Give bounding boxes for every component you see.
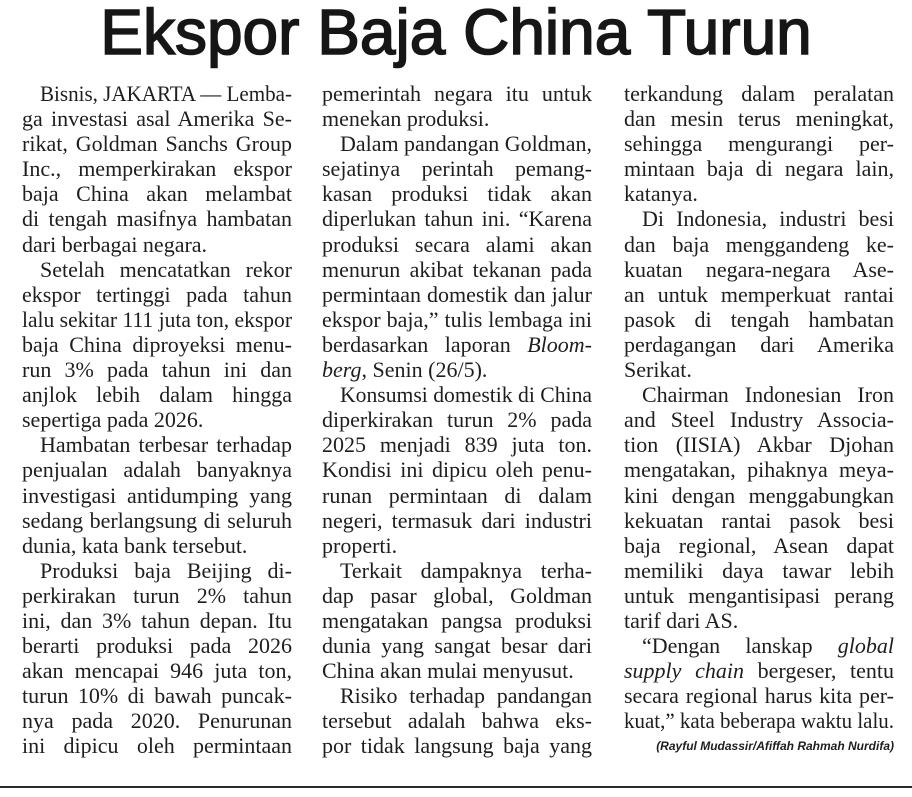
line-text: runan permintaan di dalam [322, 482, 592, 508]
line-content [624, 658, 894, 683]
line-text: akan mencapai 946 juta ton, [22, 658, 292, 684]
line-content [40, 81, 292, 106]
line-content [22, 583, 292, 608]
bottom-rule [0, 786, 912, 788]
line-text: berarti produksi pada 2026 [22, 633, 292, 659]
line-content [22, 658, 292, 683]
line-text: ekspor baja,” tulis lembaga ini [322, 306, 592, 332]
text-line [624, 708, 894, 733]
text-line [322, 206, 592, 231]
text-line [322, 483, 592, 508]
text-line [624, 232, 894, 257]
text-line [322, 407, 592, 432]
text-line [22, 683, 292, 708]
text-line [22, 407, 292, 432]
line-content [624, 533, 894, 558]
article-paragraph [624, 206, 894, 382]
line-text: Di Indonesia, industri besi [642, 206, 894, 232]
line-content [322, 206, 592, 231]
line-content [624, 608, 738, 633]
line-content [22, 206, 292, 231]
text-line [22, 131, 292, 156]
line-text: kuat,” kata beberapa waktu lalu. [624, 708, 894, 734]
line-content [22, 106, 292, 131]
text-line [624, 483, 894, 508]
line-text: terkandung dalam peralatan [624, 81, 894, 106]
text-line [22, 533, 292, 558]
line-text: sedang berlangsung di seluruh [22, 507, 292, 533]
line-text: secara regional harus kita per- [624, 683, 894, 709]
line-text: menekan produksi. [322, 106, 490, 132]
line-text: memiliki daya tawar lebih [624, 557, 894, 583]
line-content [22, 357, 292, 382]
text-line [624, 156, 894, 181]
headline: Ekspor Baja China Turun [100, 0, 812, 68]
line-content [22, 282, 292, 307]
line-content [322, 282, 592, 307]
line-content [322, 257, 592, 282]
line-text: Serikat. [624, 357, 692, 383]
text-line [624, 282, 894, 307]
line-text: run 3% pada tahun ini dan [22, 357, 292, 383]
text-line [624, 633, 894, 658]
line-text: dunia yang sangat besar dari [322, 633, 592, 659]
text-line [322, 533, 592, 558]
line-content [322, 457, 592, 482]
line-text: nya pada 2020. Penurunan [22, 708, 292, 734]
line-content [322, 508, 592, 533]
line-text: China akan mulai menyusut. [322, 658, 574, 684]
article-paragraph [624, 633, 894, 733]
text-line [624, 608, 894, 633]
line-text: tarif dari AS. [624, 607, 739, 633]
text-line [322, 106, 592, 131]
line-content [624, 483, 894, 508]
line-content [340, 131, 592, 156]
line-content [322, 733, 592, 758]
article-paragraph [322, 558, 592, 683]
line-text: por tidak langsung baja yang [322, 733, 592, 759]
line-text: bergeser, tentu [743, 658, 894, 684]
line-text: perdagangan dari Amerika [624, 331, 894, 357]
line-text: baja China diproyeksi menu- [22, 331, 292, 357]
line-text: diperkirakan turun 2% pada [322, 407, 592, 433]
line-content [322, 232, 592, 257]
text-line [624, 508, 894, 533]
line-text: dap pasar global, Goldman [322, 582, 592, 608]
line-text: investigasi antidumping yang [22, 482, 292, 508]
text-line [22, 357, 292, 382]
text-line [22, 583, 292, 608]
text-line [322, 733, 592, 758]
line-content [22, 483, 292, 508]
line-text: ini dipicu oleh permintaan [22, 733, 292, 759]
line-content [22, 307, 292, 332]
text-line [322, 683, 592, 708]
text-line [322, 658, 592, 683]
line-text: penjualan adalah banyaknya [22, 457, 292, 483]
line-content [642, 382, 894, 407]
line-content [340, 382, 592, 407]
line-content [624, 232, 894, 257]
line-content [322, 658, 574, 683]
text-line [624, 181, 894, 206]
text-line [624, 432, 894, 457]
text-line [22, 106, 292, 131]
line-content [624, 156, 894, 181]
line-content [22, 533, 247, 558]
line-text: lalu sekitar 111 juta ton, ekspor [22, 306, 292, 332]
article-paragraph [22, 257, 292, 433]
line-content [22, 382, 292, 407]
text-line [322, 432, 592, 457]
text-line [22, 307, 292, 332]
text-line [624, 658, 894, 683]
line-content [22, 708, 292, 733]
line-content [22, 633, 292, 658]
text-line [624, 206, 894, 231]
line-content [642, 206, 894, 231]
article-column-2 [322, 81, 592, 759]
line-text: “Dengan lanskap [642, 633, 838, 659]
text-line [624, 307, 894, 332]
text-line [322, 708, 592, 733]
line-content [624, 257, 894, 282]
text-line [624, 131, 894, 156]
text-line [22, 232, 292, 257]
text-line [624, 332, 894, 357]
line-text: produksi secara alami akan [322, 231, 592, 257]
text-line [322, 156, 592, 181]
line-content [624, 508, 894, 533]
article-column-1 [22, 81, 292, 759]
line-content [624, 583, 894, 608]
line-content [322, 307, 592, 332]
line-content [322, 357, 487, 382]
line-content [22, 156, 292, 181]
line-text: sepertiga pada 2026. [22, 407, 204, 433]
line-text: untuk mengantisipasi perang [624, 582, 894, 608]
line-content [22, 608, 292, 633]
article-paragraph [22, 81, 292, 257]
line-text: turun 10% di bawah puncak- [22, 683, 292, 709]
text-line [322, 282, 592, 307]
line-content [624, 683, 894, 708]
line-text: negeri, termasuk dari industri [322, 507, 592, 533]
line-content [322, 106, 489, 131]
line-content [22, 181, 292, 206]
line-content [322, 181, 592, 206]
line-content [40, 432, 292, 457]
italic-text: berg [322, 357, 362, 383]
line-content [22, 131, 292, 156]
line-text: Chairman Indonesian Iron [642, 382, 894, 408]
line-content [624, 457, 894, 482]
line-text: kasan produksi tidak akan [322, 181, 592, 207]
text-line [322, 181, 592, 206]
line-text: Risiko terhadap pandangan [340, 683, 592, 709]
text-line [322, 131, 592, 156]
line-text: mintaan baja di negara lain, [624, 156, 894, 182]
line-content [322, 332, 592, 357]
line-text: and Steel Industry Associa- [624, 407, 894, 433]
article-paragraph [22, 558, 292, 759]
line-text: pasok di tengah hambatan [624, 306, 894, 332]
text-line [22, 432, 292, 457]
byline: (Rayful Mudassir/Afiffah Rahmah Nurdifa) [656, 738, 894, 753]
line-text: Konsumsi domestik di China [340, 382, 592, 408]
line-content [322, 608, 592, 633]
text-line [624, 683, 894, 708]
text-line [22, 558, 292, 583]
text-line [624, 106, 894, 131]
text-line [22, 708, 292, 733]
line-text: berdasarkan laporan [322, 331, 528, 357]
line-content [340, 683, 592, 708]
line-text: baja China akan melambat [22, 181, 292, 207]
line-content [642, 633, 894, 658]
italic-text: Bloom- [527, 331, 592, 357]
line-content [322, 432, 592, 457]
text-line [624, 533, 894, 558]
text-line [22, 457, 292, 482]
line-text: Kondisi ini dipicu oleh penu- [322, 457, 592, 483]
line-content [624, 106, 894, 131]
line-content [624, 357, 692, 382]
line-text: Bisnis, JAKARTA — Lemba- [40, 81, 292, 106]
text-line [22, 733, 292, 758]
line-content [22, 457, 292, 482]
text-line [322, 508, 592, 533]
line-text: Inc., memperkirakan ekspor [22, 156, 292, 182]
text-line [322, 382, 592, 407]
text-line [624, 357, 894, 382]
line-text: perkirakan turun 2% tahun [22, 582, 292, 608]
line-content [624, 181, 698, 206]
line-content [624, 307, 894, 332]
line-text: an untuk memperkuat rantai [624, 281, 894, 307]
line-text: permintaan domestik dan jalur [322, 281, 592, 307]
line-text: 2025 menjadi 839 juta ton. [322, 432, 592, 458]
text-line [22, 181, 292, 206]
line-content [624, 332, 894, 357]
line-content [624, 407, 894, 432]
article-paragraph [22, 432, 292, 557]
text-line [624, 583, 894, 608]
text-line [322, 558, 592, 583]
italic-text: supply chain [624, 658, 744, 684]
article-paragraph [624, 81, 894, 206]
line-text: pemerintah negara itu untuk [322, 81, 592, 106]
line-text: sehingga mengurangi per- [624, 131, 894, 157]
article-paragraph [322, 382, 592, 558]
line-text: dunia, kata bank tersebut. [22, 532, 248, 558]
italic-text: global [837, 633, 894, 659]
line-content [322, 708, 592, 733]
line-text: dari berbagai negara. [22, 231, 208, 257]
text-line [624, 558, 894, 583]
line-text: menurun akibat tekanan pada [322, 256, 592, 282]
line-text: Hambatan terbesar terhadap [40, 432, 292, 458]
article-paragraph [322, 81, 592, 131]
text-line [22, 156, 292, 181]
line-text: , Senin (26/5). [361, 357, 488, 383]
article-paragraph [624, 382, 894, 633]
line-text: mengatakan, pihaknya meya- [624, 457, 894, 483]
line-text: Setelah mencatatkan rekor [40, 256, 292, 282]
line-text: properti. [322, 532, 398, 558]
text-line [22, 382, 292, 407]
line-content [624, 558, 894, 583]
line-text: tion (IISIA) Akbar Djohan [624, 432, 894, 458]
text-line [22, 81, 292, 106]
line-text: ga investasi asal Amerika Se- [22, 106, 292, 132]
text-line [322, 357, 592, 382]
line-content [340, 558, 592, 583]
line-content [624, 282, 894, 307]
line-content [624, 81, 894, 106]
line-text: diperlukan tahun ini. “Karena [322, 206, 592, 232]
line-content [22, 332, 292, 357]
line-text: baja regional, Asean dapat [624, 532, 894, 558]
text-line [22, 483, 292, 508]
line-text: kekuatan rantai pasok besi [624, 507, 894, 533]
text-line [22, 282, 292, 307]
article-paragraph [322, 131, 592, 382]
text-line [322, 583, 592, 608]
line-content [40, 558, 292, 583]
line-content [22, 508, 292, 533]
text-line [624, 407, 894, 432]
line-content [22, 733, 292, 758]
line-content [624, 131, 894, 156]
line-content [22, 232, 207, 257]
text-line [22, 658, 292, 683]
line-text: dan baja menggandeng ke- [624, 231, 894, 257]
text-line [322, 307, 592, 332]
line-content [624, 708, 894, 733]
line-content [40, 257, 292, 282]
text-line [22, 257, 292, 282]
text-line [22, 633, 292, 658]
text-line [322, 457, 592, 482]
text-line [624, 382, 894, 407]
line-text: Produksi baja Beijing di- [40, 557, 292, 583]
line-content [322, 583, 592, 608]
line-content [22, 407, 203, 432]
line-text: Dalam pandangan Goldman, [340, 131, 592, 157]
line-text: di tengah masifnya hambatan [22, 206, 292, 232]
line-content [624, 432, 894, 457]
line-text: kuatan negara-negara Ase- [624, 256, 894, 282]
line-content [22, 683, 292, 708]
article-column-3 [624, 81, 894, 733]
line-content [322, 81, 592, 106]
line-content [322, 533, 397, 558]
line-text: rikat, Goldman Sanchs Group [22, 131, 292, 157]
line-content [322, 483, 592, 508]
text-line [322, 633, 592, 658]
line-text: ini, dan 3% tahun depan. Itu [22, 607, 292, 633]
text-line [322, 332, 592, 357]
line-text: kini dengan menggabungkan [624, 482, 894, 508]
line-text: ekspor tertinggi pada tahun [22, 281, 292, 307]
text-line [22, 508, 292, 533]
line-text: katanya. [624, 181, 698, 207]
article-paragraph [322, 683, 592, 758]
text-line [22, 206, 292, 231]
text-line [322, 81, 592, 106]
line-text: Terkait dampaknya terha- [340, 557, 592, 583]
line-text: sejatinya perintah pemang- [322, 156, 592, 182]
text-line [322, 257, 592, 282]
text-line [624, 81, 894, 106]
text-line [22, 608, 292, 633]
line-text: tersebut adalah bahwa eks- [322, 708, 592, 734]
line-text: mengatakan pangsa produksi [322, 607, 592, 633]
text-line [322, 232, 592, 257]
text-line [322, 608, 592, 633]
line-text: anjlok lebih dalam hingga [22, 382, 292, 408]
line-content [322, 407, 592, 432]
line-text: dan mesin terus meningkat, [624, 106, 894, 132]
text-line [624, 457, 894, 482]
text-line [22, 332, 292, 357]
line-content [322, 156, 592, 181]
line-content [322, 633, 592, 658]
text-line [624, 257, 894, 282]
